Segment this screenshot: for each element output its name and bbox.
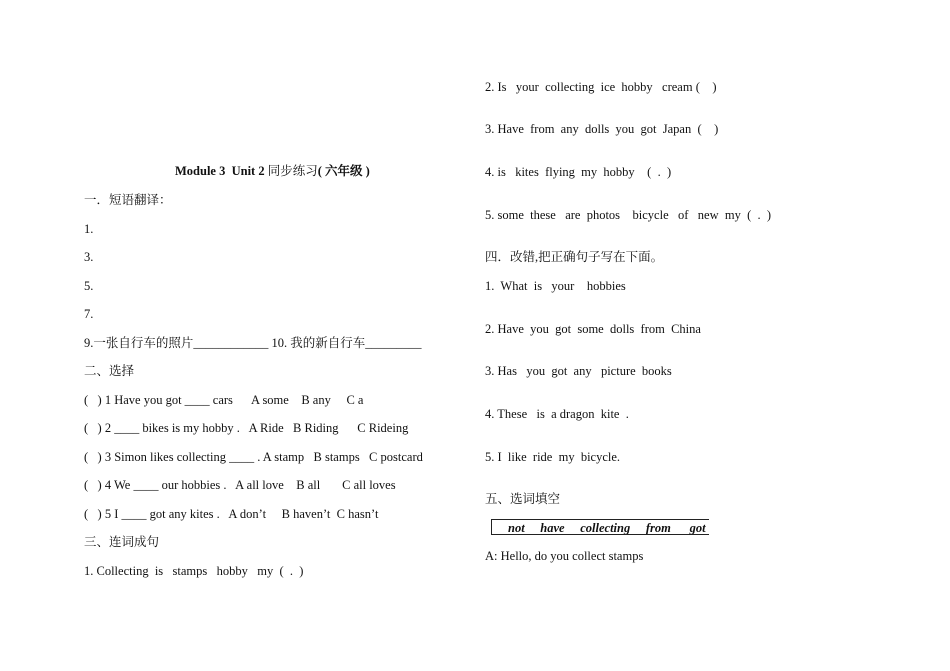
sentence-item-2: 2. Is your collecting ice hobby cream ( ) [485,80,717,94]
page-title [175,163,370,179]
section1-item-7: 7. [84,307,94,321]
title-cn: 同步练习 [267,164,318,178]
sentence-item-5: 5. some these are photos bicycle of new my ( . ) [485,208,772,222]
sentence-item-1: 1. Collecting is stamps hobby my ( . ) [84,564,304,578]
section1-item-3: 3. [84,250,94,264]
choice-question-2: ( ) 2 ____ bikes is my hobby . A Ride B Riding C Rideing [84,421,409,435]
section1-item-9: 9.一张自行车的照片____________ 10. 我的新自行车_________ [84,336,422,350]
section1-item-1: 1. [84,222,94,236]
section1-item-5: 5. [84,279,94,293]
choice-question-5: ( ) 5 I ____ got any kites . A don’t B haven’t C hasn’t [84,507,379,521]
section5-heading: 五、选词填空 [485,492,561,506]
correction-item-5: 5. I like ride my bicycle. [485,450,621,464]
dialog-line-a: A: Hello, do you collect stamps [485,549,644,563]
choice-question-1: ( ) 1 Have you got ____ cars A some B any C a [84,393,364,407]
choice-question-4: ( ) 4 We ____ our hobbies . A all love B all C all loves [84,478,396,492]
correction-item-1: 1. What is your hobbies [485,279,626,293]
word-bank: not have collecting from got [491,519,709,535]
section2-heading: 二、选择 [84,364,135,378]
correction-item-2: 2. Have you got some dolls from China [485,322,701,336]
section4-heading: 四．改错,把正确句子写在下面。 [485,250,664,264]
sentence-item-3: 3. Have from any dolls you got Japan ( ) [485,122,719,136]
section1-heading: 一．短语翻译： [84,193,172,207]
title-grade: ( 六年级 ) [317,164,370,178]
correction-item-3: 3. Has you got any picture books [485,364,672,378]
sentence-item-4: 4. is kites flying my hobby ( . ) [485,165,672,179]
choice-question-3: ( ) 3 Simon likes collecting ____ . A stamp B stamps C postcard [84,450,423,464]
section3-heading: 三、连词成句 [84,535,160,549]
title-main: Module 3 Unit 2 [175,164,268,178]
correction-item-4: 4. These is a dragon kite . [485,407,629,421]
